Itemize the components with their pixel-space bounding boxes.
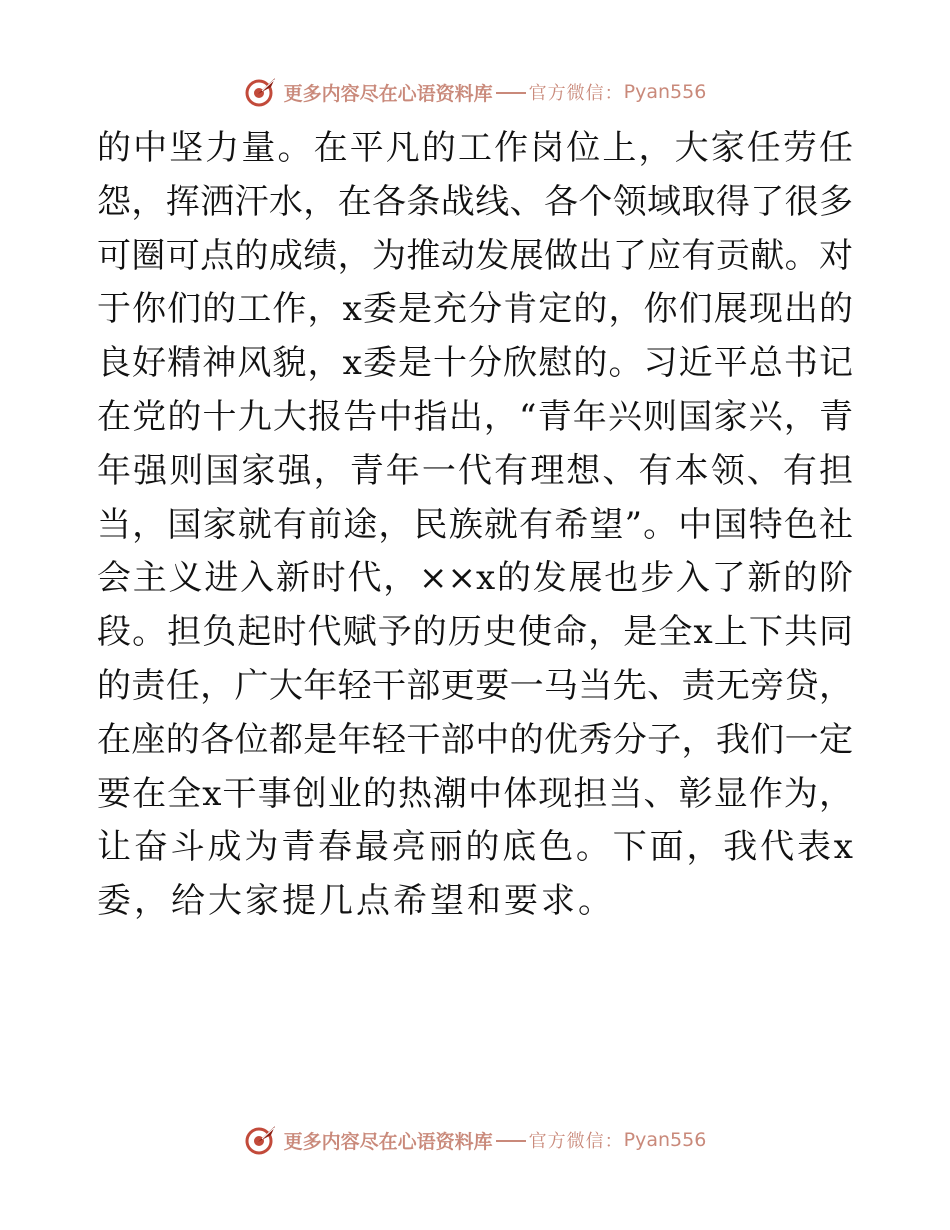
- text-line: 会主义进入新时代，××x的发展也步入了新的阶: [97, 558, 853, 599]
- text-line: 于你们的工作，x委是充分肯定的，你们展现出的: [97, 289, 853, 330]
- text-line: 委，给大家提几点希望和要求。: [97, 881, 615, 922]
- text-line: 年强则国家强，青年一代有理想、有本领、有担: [97, 450, 853, 491]
- text-line: 在座的各位都是年轻干部中的优秀分子，我们一定: [97, 719, 853, 760]
- header-watermark: [0, 72, 950, 112]
- text-line: 让奋斗成为青春最亮丽的底色。下面，我代表x: [97, 827, 853, 868]
- watermark-text: 更多内容尽在心语资料库: [283, 1130, 493, 1153]
- quill-logo-icon: [244, 1123, 278, 1157]
- watermark-wechat-handle: Pyan556: [623, 81, 707, 103]
- text-line: 的中坚力量。在平凡的工作岗位上，大家任劳任: [97, 128, 853, 168]
- watermark-wechat-handle: Pyan556: [623, 1129, 707, 1151]
- watermark-wechat-label: 官方微信：: [528, 83, 624, 104]
- text-line: 在党的十九大报告中指出，“青年兴则国家兴，青: [97, 396, 853, 437]
- text-line: 可圈可点的成绩，为推动发展做出了应有贡献。对: [97, 235, 853, 276]
- text-line: 良好精神风貌，x委是十分欣慰的。习近平总书记: [97, 343, 853, 384]
- text-line: 段。担负起时代赋予的历史使命，是全x上下共同: [97, 612, 853, 653]
- document-body: [97, 122, 853, 929]
- watermark-dash: [496, 92, 526, 94]
- text-line: 当，国家就有前途，民族就有希望”。中国特色社: [97, 504, 853, 545]
- footer-watermark: [0, 1120, 950, 1160]
- watermark-text: 更多内容尽在心语资料库: [283, 82, 493, 105]
- watermark-dash: [496, 1140, 526, 1142]
- text-line: 怨，挥洒汗水，在各条战线、各个领域取得了很多: [97, 181, 853, 222]
- text-line: 的责任，广大年轻干部更要一马当先、责无旁贷，: [97, 665, 853, 706]
- text-line: 要在全x干事创业的热潮中体现担当、彰显作为，: [97, 773, 853, 814]
- quill-logo-icon: [244, 75, 278, 109]
- watermark-wechat-label: 官方微信：: [528, 1131, 624, 1152]
